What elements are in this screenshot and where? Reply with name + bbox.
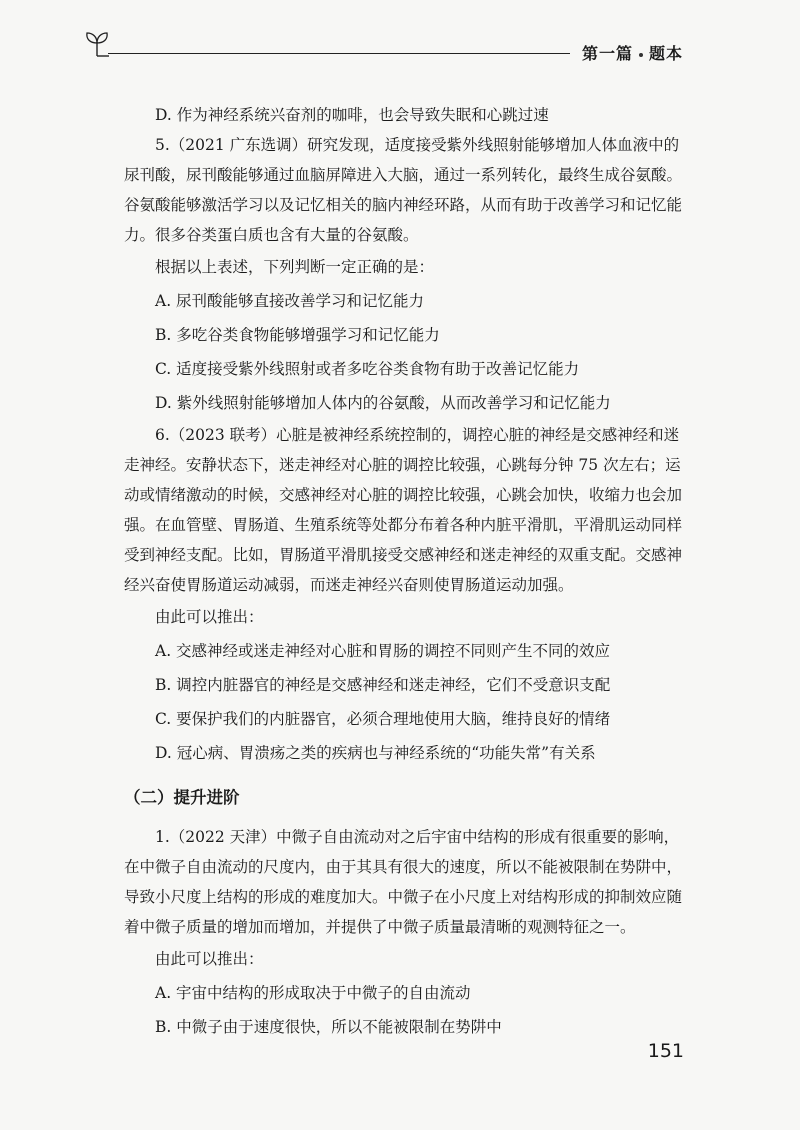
- header-rule: [108, 53, 570, 54]
- s2q1-option-b: B. 中微子由于速度很快，所以不能被限制在势阱中: [155, 1018, 502, 1036]
- q4-option-d: D. 作为神经系统兴奋剂的咖啡，也会导致失眠和心跳过速: [155, 106, 549, 124]
- q6-option-a: A. 交感神经或迷走神经对心脏和胃肠的调控不同则产生不同的效应: [155, 642, 611, 660]
- q6-prompt: 由此可以推出：: [155, 608, 264, 626]
- page-content: [124, 100, 690, 1044]
- header-section: 题本: [649, 44, 684, 63]
- header-separator: [639, 53, 643, 57]
- page-number: 151: [647, 1040, 684, 1062]
- q5-prompt: 根据以上表述，下列判断一定正确的是：: [155, 258, 435, 276]
- q6-option-b: B. 调控内脏器官的神经是交感神经和迷走神经，它们不受意识支配: [155, 676, 611, 694]
- q6-option-c: C. 要保护我们的内脏器官，必须合理地使用大脑，维持良好的情绪: [155, 710, 611, 728]
- header-part: 第一篇: [582, 44, 634, 63]
- q5-option-d: D. 紫外线照射能够增加人体内的谷氨酸，从而改善学习和记忆能力: [155, 394, 611, 412]
- q5-option-a: A. 尿刊酸能够直接改善学习和记忆能力: [155, 292, 425, 310]
- section-heading: （二）提升进阶: [124, 788, 240, 807]
- q6-option-d: D. 冠心病、胃溃疡之类的疾病也与神经系统的“功能失常”有关系: [155, 744, 596, 762]
- q6-stem: 6.（2023 联考）心脏是被神经系统控制的，调控心脏的神经是交感神经和迷走神经。安静状态下，迷走神经对心脏的调控比较强，心跳每分钟 75 次左右；运动或情绪激动的时候，交感神经对心脏的调控比较强，心跳会加快，收缩力也会加强。在血管壁、胃肠道、生殖系统等处都分布着各种内脏平滑肌，平滑肌运动同样受到神经支配。比如，胃肠道平滑肌接受交感神经和迷走神经的双重支配。交感神经兴奋使胃肠道运动减弱，而迷走神经兴奋则使胃肠道运动加强。: [124, 426, 683, 594]
- s2q1-prompt: 由此可以推出：: [155, 950, 264, 968]
- s2q1-option-a: A. 宇宙中结构的形成取决于中微子的自由流动: [155, 984, 471, 1002]
- q5-option-c: C. 适度接受紫外线照射或者多吃谷类食物有助于改善记忆能力: [155, 360, 580, 378]
- header-title: [582, 41, 683, 64]
- q5-option-b: B. 多吃谷类食物能够增强学习和记忆能力: [155, 326, 440, 344]
- s2q1-stem: 1.（2022 天津）中微子自由流动对之后宇宙中结构的形成有很重要的影响，在中微子自由流动的尺度内，由于其具有很大的速度，所以不能被限制在势阱中，导致小尺度上结构的形成的难度加大。中微子在小尺度上对结构形成的抑制效应随着中微子质量的增加而增加，并提供了中微子质量最清晰的观测特征之一。: [124, 828, 683, 936]
- page-header: [0, 0, 800, 80]
- q5-stem: 5.（2021 广东选调）研究发现，适度接受紫外线照射能够增加人体血液中的尿刊酸，尿刊酸能够通过血脑屏障进入大脑，通过一系列转化，最终生成谷氨酸。谷氨酸能够激活学习以及记忆相关的脑内神经环路，从而有助于改善学习和记忆能力。很多谷类蛋白质也含有大量的谷氨酸。: [124, 136, 683, 244]
- sprout-icon: [84, 30, 110, 58]
